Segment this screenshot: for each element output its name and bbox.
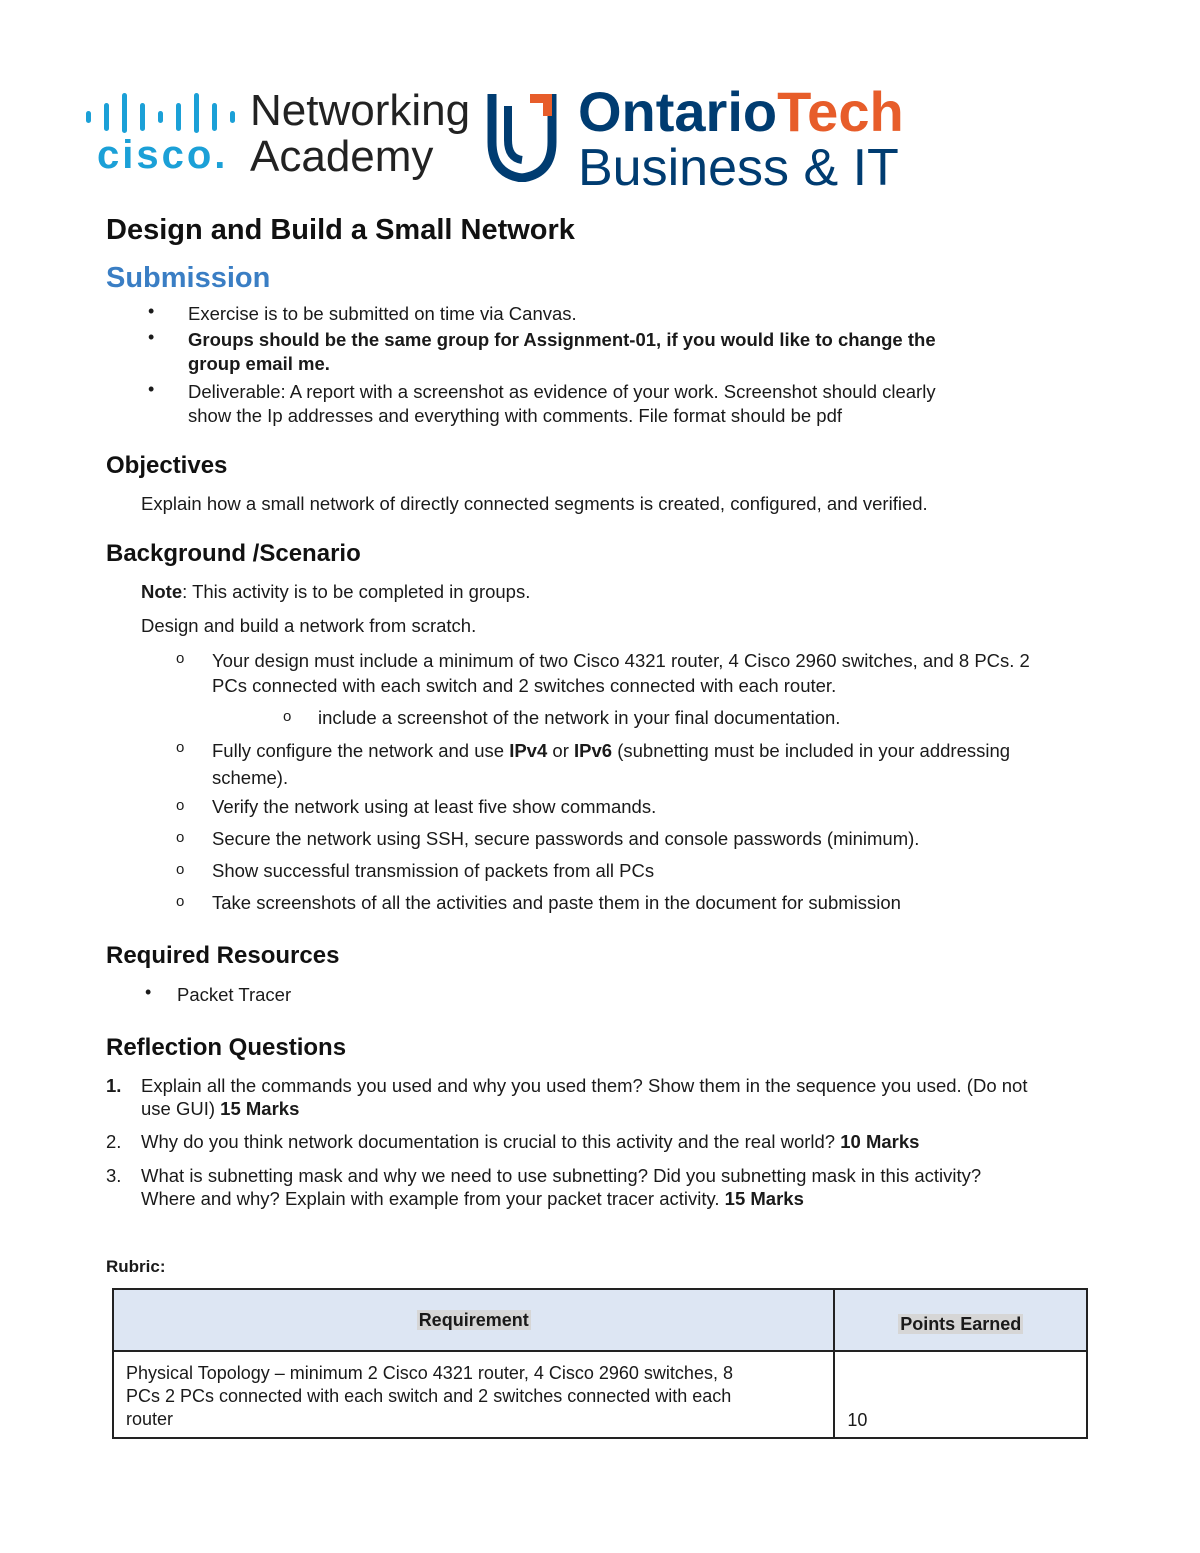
submission-item: Exercise is to be submitted on time via Canvas.: [188, 303, 577, 324]
objectives-text: Explain how a small network of directly connected segments is created, configured, and verified.: [141, 493, 928, 514]
circle-bullet-icon: o: [176, 739, 185, 756]
submission-item: Groups should be the same group for Assignment-01, if you would like to change the group email me.: [188, 329, 936, 374]
resource-item: Packet Tracer: [177, 984, 292, 1005]
question-item: Why do you think network documentation is crucial to this activity and the real world? 10 Marks: [141, 1131, 920, 1152]
circle-bullet-icon: o: [176, 650, 185, 667]
scenario-item: Take screenshots of all the activities and paste them in the document for submission: [212, 892, 901, 913]
submission-item: Deliverable: A report with a screenshot as evidence of your work. Screenshot should clearly show the Ip addresses and everything with comments. File format should be pdf: [188, 381, 936, 426]
ontariotech-shield-icon: [486, 90, 558, 182]
submission-heading: Submission: [106, 262, 271, 294]
cisco-bars-icon: [86, 93, 236, 133]
note-text: Note: This activity is to be completed in groups.: [141, 581, 531, 602]
scenario-item: Fully configure the network and use IPv4 or IPv6 (subnetting must be included in your addressing scheme).: [212, 740, 1011, 788]
bullet-icon: •: [148, 379, 155, 399]
circle-bullet-icon: o: [176, 893, 185, 910]
ontariotech-logo-title: OntarioTech: [578, 80, 904, 143]
scenario-item: Show successful transmission of packets from all PCs: [212, 860, 655, 881]
question-number: 2.: [106, 1131, 122, 1152]
scenario-item: Verify the network using at least five show commands.: [212, 796, 657, 817]
circle-bullet-icon: o: [176, 861, 185, 878]
table-row: [113, 1351, 1087, 1438]
question-item: What is subnetting mask and why we need to use subnetting? Did you subnetting mask in this activity? Where and why? Explain with example from your packet tracer activity. 15 Marks: [141, 1165, 982, 1209]
resources-heading: Required Resources: [106, 942, 340, 969]
reflection-heading: Reflection Questions: [106, 1034, 347, 1061]
header-requirement: Requirement: [113, 1289, 834, 1351]
circle-bullet-icon: o: [283, 708, 292, 725]
question-number: 3.: [106, 1165, 122, 1186]
circle-bullet-icon: o: [176, 797, 185, 814]
requirement-cell: Physical Topology – minimum 2 Cisco 4321 router, 4 Cisco 2960 switches, 8 PCs 2 PCs connected with each switch and 2 switches connected with each router: [113, 1351, 834, 1438]
scenario-subitem: include a screenshot of the network in your final documentation.: [318, 707, 841, 728]
bullet-icon: •: [148, 301, 155, 321]
networking-academy-logo-text: Networking Academy: [250, 86, 471, 181]
background-heading: Background /Scenario: [106, 540, 361, 567]
objectives-heading: Objectives: [106, 452, 228, 479]
scenario-item: Secure the network using SSH, secure passwords and console passwords (minimum).: [212, 828, 920, 849]
scenario-item: Your design must include a minimum of two Cisco 4321 router, 4 Cisco 2960 switches, and 8 PCs. 2 PCs connected with each switch and 2 switches connected with each router.: [212, 650, 1030, 696]
circle-bullet-icon: o: [176, 829, 185, 846]
question-item: Explain all the commands you used and why you used them? Show them in the sequence you used. (Do not use GUI) 15 Marks: [141, 1075, 1028, 1119]
cisco-logo-text: cisco.: [97, 133, 229, 177]
points-cell: 10: [834, 1351, 1087, 1438]
bullet-icon: •: [148, 327, 155, 347]
page-title: Design and Build a Small Network: [106, 214, 575, 246]
question-number: 1.: [106, 1075, 122, 1096]
rubric-label: Rubric:: [106, 1257, 166, 1276]
ontariotech-logo-subtitle: Business & IT: [578, 139, 899, 197]
header-points-earned: Points Earned: [834, 1289, 1087, 1351]
bullet-icon: •: [145, 982, 152, 1002]
rubric-table: [112, 1288, 1088, 1439]
table-header-row: [113, 1289, 1087, 1351]
scenario-intro: Design and build a network from scratch.: [141, 615, 477, 636]
